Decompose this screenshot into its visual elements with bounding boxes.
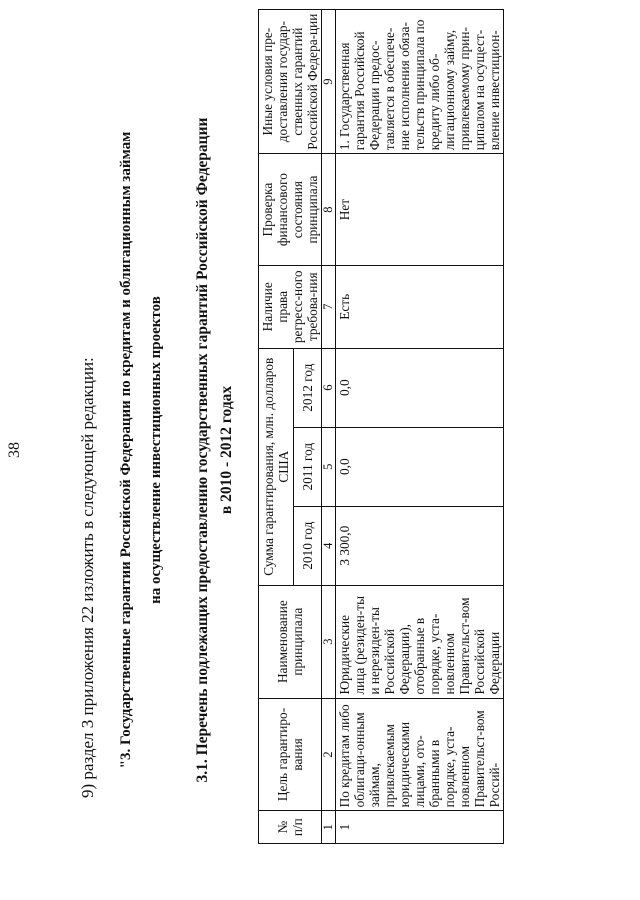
header-row-1: [259, 10, 294, 844]
cell-other-conditions: 1. Государственная гарантия Российской Федерации предос-тавляется в обеспече-ние исполнения обяза-тельств принципала по кредиту либо об-лигационному займу, привлекаемому прин-ципалом на осущест-вление инвестицион-: [336, 10, 504, 154]
header-principal: Наименование принципала: [259, 585, 322, 698]
guarantees-table: [258, 9, 504, 844]
header-other-conditions: Иные условия пре-доставления государ-ственных гарантий Российской Федера-ции: [259, 10, 322, 154]
column-number: 9: [322, 10, 336, 154]
section-3-1-title-line-2: в 2010 - 2012 годах: [218, 385, 235, 515]
header-year-2012: 2012 год: [293, 348, 321, 427]
header-recourse: Наличие права регресс-ного требова-ния: [259, 265, 322, 348]
column-number: 4: [322, 506, 336, 585]
cell-principal: Юридические лица (резиден-ты и нерезиден-ты Российской Федерации), отобранные в порядке, уста-новленном Правительст-вом Российской Федерации: [336, 585, 504, 698]
cell-num: 1: [336, 811, 504, 844]
section-3-title-line-2: на осуществление инвестиционных проектов: [148, 296, 164, 604]
header-financial-check: Проверка финансового состояния принципала: [259, 154, 322, 266]
intro-text: 9) раздел 3 приложения 22 изложить в следующей редакции:: [78, 357, 97, 798]
column-number: 8: [322, 154, 336, 266]
header-amount-group: Сумма гарантирования, млн. долларов США: [259, 348, 294, 585]
column-number: 7: [322, 265, 336, 348]
page-number: 38: [6, 442, 23, 458]
section-3-title-line-1: "3. Государственные гарантии Российской Федерации по кредитам и облигационным займам: [118, 131, 134, 769]
header-year-2010: 2010 год: [293, 506, 321, 585]
section-3-1-title-line-1: 3.1. Перечень подлежащих предоставлению государственных гарантий Российской Федерации: [194, 117, 211, 783]
cell-financial-check: Нет: [336, 154, 504, 266]
column-number: 6: [322, 348, 336, 427]
column-number: 3: [322, 585, 336, 698]
cell-recourse: Есть: [336, 265, 504, 348]
cell-purpose: По кредитам либо облигаци-онным займам, привлекаемым юридическими лицами, ото-бранными в порядке, уста-новленном Правительст-вом Россий-: [336, 698, 504, 811]
column-number: 5: [322, 427, 336, 506]
header-num: № п/п: [259, 811, 322, 844]
header-purpose: Цель гарантиро-вания: [259, 698, 322, 811]
cell-amount-2010: 3 300,0: [336, 506, 504, 585]
header-year-2011: 2011 год: [293, 427, 321, 506]
column-number: 1: [322, 811, 336, 844]
column-number-row: [322, 10, 336, 844]
table-row: [336, 10, 504, 844]
cell-amount-2012: 0,0: [336, 348, 504, 427]
cell-amount-2011: 0,0: [336, 427, 504, 506]
column-number: 2: [322, 698, 336, 811]
